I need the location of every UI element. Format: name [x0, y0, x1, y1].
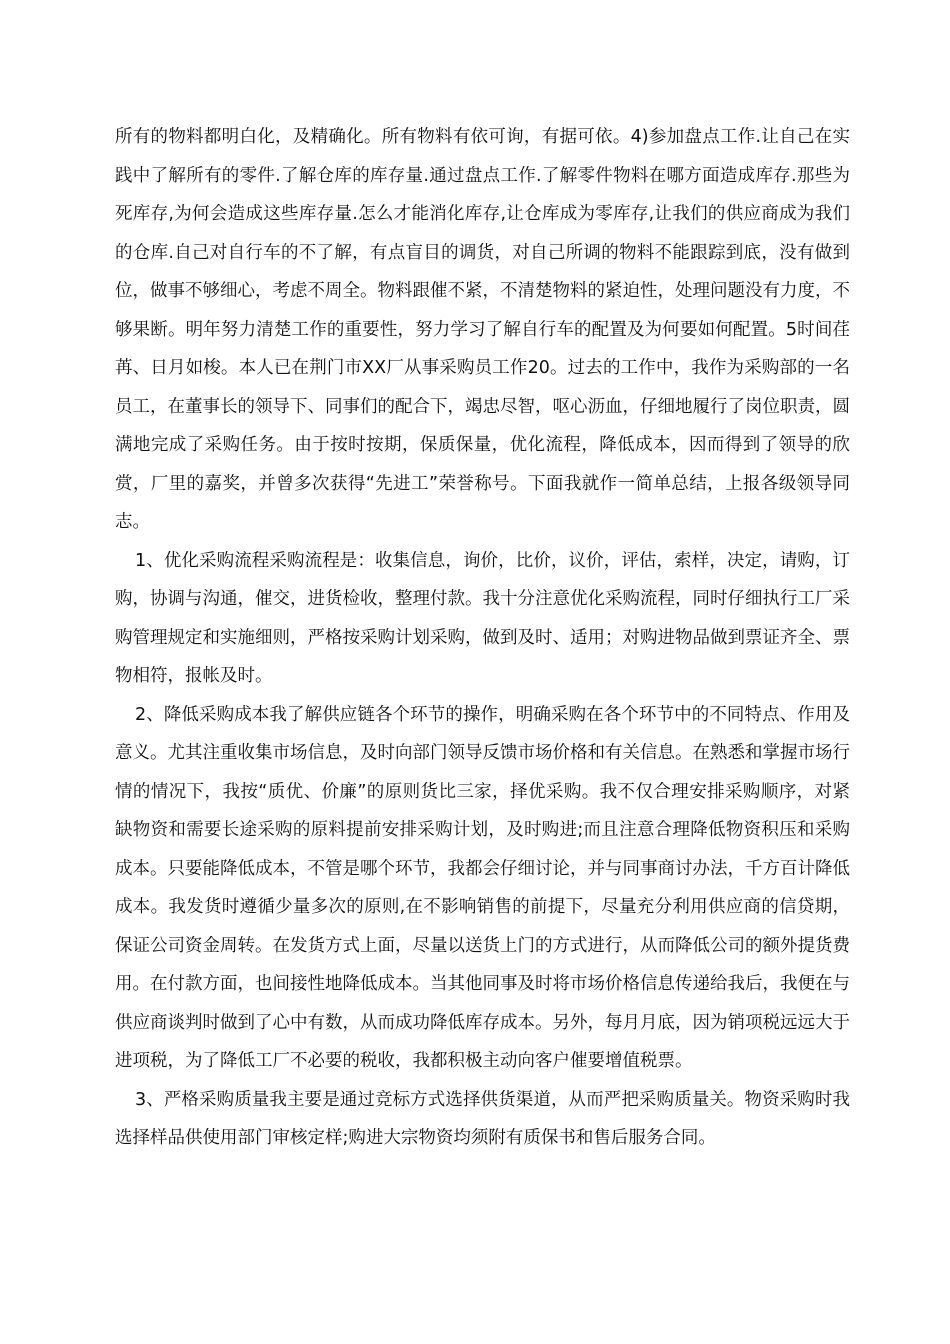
paragraph-reduce-cost: 2、降低采购成本我了解供应链各个环节的操作，明确采购在各个环节中的不同特点、作用及意义。尤其注重收集市场信息，及时向部门领导反馈市场价格和有关信息。在熟悉和掌握市场行情的情况下，我按“质优、价廉”的原则货比三家，择优采购。我不仅合理安排采购顺序，对紧缺物资和需要长途采购的原料提前安排采购计划，及时购进;而且注意合理降低物资积压和采购成本。只要能降低成本，不管是哪个环节，我都会仔细讨论，并与同事商讨办法，千方百计降低成本。我发货时遵循少量多次的原则,在不影响销售的前提下，尽量充分利用供应商的信贷期，保证公司资金周转。在发货方式上面，尽量以送货上门的方式进行，从而降低公司的额外提货费用。在付款方面，也间接性地降低成本。当其他同事及时将市场价格信息传递给我后，我便在与供应商谈判时做到了心中有数，从而成功降低库存成本。另外，每月月底，因为销项税远远大于进项税，为了降低工厂不必要的税收，我都积极主动向客户催要增值税票。 [115, 704, 850, 1071]
paragraph-optimize-process: 1、优化采购流程采购流程是：收集信息，询价，比价，议价，评估，索样，决定，请购，订购，协调与沟通，催交，进货检收，整理付款。我十分注意优化采购流程，同时仔细执行工厂采购管理规定和实施细则，严格按采购计划采购，做到及时、适用；对购进物品做到票证齐全、票物相符，报帐及时。 [115, 550, 850, 686]
document-body [115, 118, 850, 1158]
paragraph-intro: 所有的物料都明白化，及精确化。所有物料有依可询，有据可依。4)参加盘点工作.让自己在实践中了解所有的零件.了解仓库的库存量.通过盘点工作.了解零件物料在哪方面造成库存.那些为死库存,为何会造成这些库存量.怎么才能消化库存,让仓库成为零库存,让我们的供应商成为我们的仓库.自己对自行车的不了解，有点盲目的调货，对自己所调的物料不能跟踪到底，没有做到位，做事不够细心，考虑不周全。物料跟催不紧，不清楚物料的紧迫性，处理问题没有力度，不够果断。明年努力清楚工作的重要性，努力学习了解自行车的配置及为何要如何配置。5时间荏苒、日月如梭。本人已在荆门市XX厂从事采购员工作20。过去的工作中，我作为采购部的一名员工，在董事长的领导下、同事们的配合下，竭忠尽智，呕心沥血，仔细地履行了岗位职责，圆满地完成了采购任务。由于按时按期，保质保量，优化流程，降低成本，因而得到了领导的欣赏，厂里的嘉奖，并曾多次获得“先进工”荣誉称号。下面我就作一简单总结，上报各级领导同志。 [115, 127, 850, 532]
paragraph-strict-quality: 3、严格采购质量我主要是通过竞标方式选择供货渠道，从而严把采购质量关。物资采购时我选择样品供使用部门审核定样;购进大宗物资均须附有质保书和售后服务合同。 [115, 1089, 850, 1148]
